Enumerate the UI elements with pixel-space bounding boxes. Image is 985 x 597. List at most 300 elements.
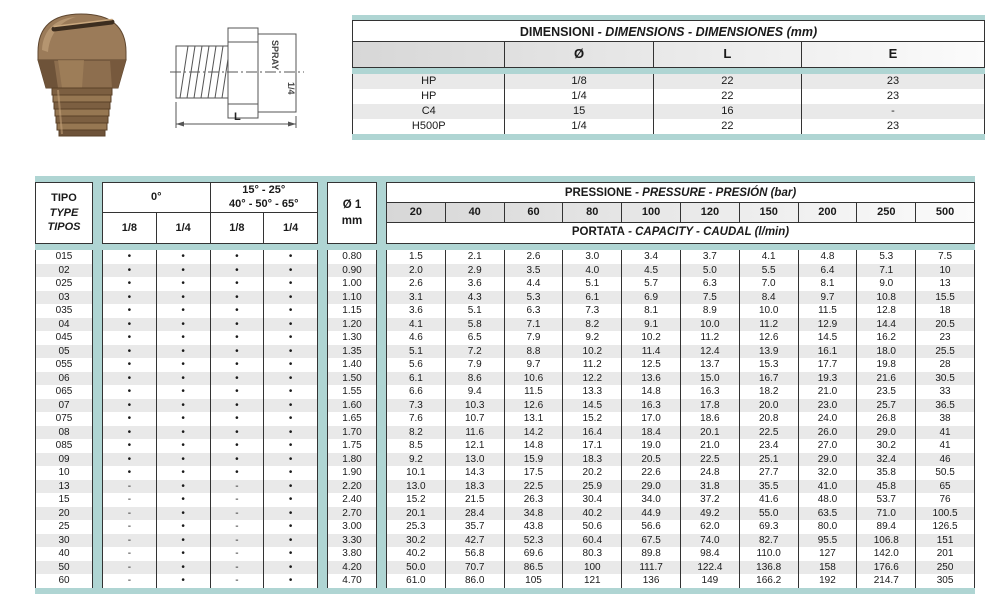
- capacity-value-cell: 15.3: [740, 358, 799, 372]
- angle-availability-cells: [102, 520, 318, 534]
- teal-divider: [377, 453, 386, 467]
- capacity-table-row: [35, 318, 975, 332]
- capacity-value-cell: 98.4: [681, 547, 740, 561]
- capacity-value-cell: 4.6: [387, 331, 446, 345]
- diameter-cell: 1.10: [327, 291, 377, 305]
- capacity-value-cell: 7.5: [681, 291, 740, 305]
- angle-availability-cells: [102, 507, 318, 521]
- capacity-value-cell: 14.5: [799, 331, 858, 345]
- capacity-table-header: [35, 182, 975, 244]
- type-cell: 60: [35, 574, 93, 588]
- capacity-value-cell: 3.4: [622, 250, 681, 264]
- capacity-value-cell: 25.9: [563, 480, 622, 494]
- dim-header-row: [352, 42, 985, 68]
- diameter-cell: 0.90: [327, 264, 377, 278]
- capacity-value-cell: 2.6: [387, 277, 446, 291]
- angle-availability-cells: [102, 574, 318, 588]
- dimensions-table: [352, 15, 985, 140]
- type-cell: 075: [35, 412, 93, 426]
- angle-availability-cells: [102, 426, 318, 440]
- diameter-cell: 3.30: [327, 534, 377, 548]
- pressure-column-header: 150: [740, 203, 799, 222]
- angle-availability-cell: •: [157, 574, 211, 588]
- capacity-table-row: [35, 358, 975, 372]
- capacity-value-cell: 4.4: [505, 277, 564, 291]
- teal-divider: [377, 291, 386, 305]
- capacity-value-cell: 56.8: [446, 547, 505, 561]
- capacity-value-cell: 3.1: [387, 291, 446, 305]
- type-cell: 07: [35, 399, 93, 413]
- angle-availability-cell: •: [288, 399, 293, 411]
- teal-divider: [93, 304, 102, 318]
- capacity-value-cell: 126.5: [932, 521, 958, 533]
- dim-table-cell: 15: [504, 104, 652, 119]
- angle-availability-cell: •: [103, 318, 157, 332]
- angle-availability-cell: •: [288, 507, 293, 519]
- angle-availability-cell: •: [288, 251, 293, 262]
- teal-divider: [377, 426, 386, 440]
- capacity-value-cells: [386, 372, 975, 386]
- capacity-value-cells: [386, 345, 975, 359]
- angle-availability-cell: •: [103, 372, 157, 386]
- capacity-value-cell: 89.8: [622, 547, 681, 561]
- angle-availability-cells: [102, 291, 318, 305]
- type-cell: 03: [35, 291, 93, 305]
- angle-availability-cell: •: [211, 412, 265, 426]
- pressure-column-header: 500: [935, 206, 955, 218]
- angle-availability-cell: •: [288, 386, 293, 398]
- angle-availability-cells: [102, 399, 318, 413]
- angle-availability-cell: -: [211, 493, 265, 507]
- capacity-value-cell: 22.5: [681, 453, 740, 467]
- teal-divider: [93, 453, 102, 467]
- teal-divider: [377, 507, 386, 521]
- capacity-value-cell: 2.9: [446, 264, 505, 278]
- capacity-value-cell: 19.3: [799, 372, 858, 386]
- angle-availability-cell: •: [103, 466, 157, 480]
- capacity-table-row: [35, 399, 975, 413]
- capacity-table-row: [35, 250, 975, 264]
- teal-divider: [377, 277, 386, 291]
- capacity-value-cell: 4.3: [446, 291, 505, 305]
- capacity-value-cells: [386, 385, 975, 399]
- angle-availability-cell: -: [211, 480, 265, 494]
- capacity-value-cell: 11.5: [799, 304, 858, 318]
- dim-table-row: [353, 89, 984, 104]
- angle-availability-cells: [102, 453, 318, 467]
- dim-table-row: [353, 104, 984, 119]
- angle-availability-cell: •: [288, 264, 293, 276]
- capacity-value-cell: 2.1: [446, 250, 505, 264]
- capacity-value-cell: 36.5: [935, 399, 955, 411]
- angle-availability-cell: •: [211, 250, 265, 264]
- capacity-value-cell: 4.8: [799, 250, 858, 264]
- capacity-value-cell: 1.5: [387, 250, 446, 264]
- teal-divider: [318, 453, 327, 467]
- angle-availability-cell: •: [157, 264, 211, 278]
- capacity-value-cell: 29.0: [799, 453, 858, 467]
- angle-availability-cell: •: [211, 466, 265, 480]
- dim-table-cell: H500P: [411, 120, 446, 132]
- teal-divider: [377, 399, 386, 413]
- capacity-value-cell: 10.2: [622, 331, 681, 345]
- capacity-value-cell: 136: [622, 574, 681, 588]
- teal-divider: [377, 304, 386, 318]
- teal-divider: [377, 264, 386, 278]
- capacity-value-cell: 12.1: [446, 439, 505, 453]
- capacity-value-cells: [386, 574, 975, 588]
- capacity-value-cell: 18.6: [681, 412, 740, 426]
- angle-availability-cell: •: [288, 318, 293, 330]
- dim-column-header: Ø: [504, 42, 652, 67]
- capacity-value-cells: [386, 520, 975, 534]
- capacity-value-cell: 26.0: [799, 426, 858, 440]
- angle-availability-cells: [102, 372, 318, 386]
- capacity-value-cell: 3.6: [446, 277, 505, 291]
- teal-divider: [318, 547, 327, 561]
- capacity-value-cell: 11.2: [681, 331, 740, 345]
- capacity-value-cells: [386, 453, 975, 467]
- diameter-cell: 1.20: [327, 318, 377, 332]
- capacity-value-cells: [386, 291, 975, 305]
- capacity-value-cell: 22.6: [622, 466, 681, 480]
- capacity-value-cells: [386, 534, 975, 548]
- capacity-value-cell: 86.0: [446, 574, 505, 588]
- capacity-table-row: [35, 426, 975, 440]
- teal-divider: [377, 493, 386, 507]
- angle-availability-cell: •: [288, 548, 293, 560]
- capacity-value-cell: 17.0: [622, 412, 681, 426]
- product-photo: [28, 8, 136, 142]
- capacity-value-cell: 7.9: [446, 358, 505, 372]
- capacity-table: [35, 176, 975, 594]
- angle-availability-cell: •: [157, 358, 211, 372]
- capacity-value-cell: 28.4: [446, 507, 505, 521]
- capacity-value-cell: 7.5: [938, 251, 953, 262]
- capacity-value-cell: 30.4: [563, 493, 622, 507]
- teal-divider: [318, 372, 327, 386]
- angle-availability-cells: [102, 493, 318, 507]
- capacity-value-cell: 44.9: [622, 507, 681, 521]
- capacity-value-cell: 55.0: [740, 507, 799, 521]
- type-cell: 015: [35, 250, 93, 264]
- capacity-value-cell: 122.4: [681, 561, 740, 575]
- angle-availability-cell: •: [288, 440, 293, 452]
- capacity-value-cell: 3.7: [681, 250, 740, 264]
- capacity-value-cell: 25.3: [387, 520, 446, 534]
- teal-divider: [93, 547, 102, 561]
- capacity-value-cell: 95.5: [799, 534, 858, 548]
- capacity-value-cell: 20.5: [935, 318, 955, 330]
- dim-column-header: E: [801, 42, 984, 67]
- capacity-value-cell: 21.6: [857, 372, 916, 386]
- capacity-value-cell: 40.2: [387, 547, 446, 561]
- diameter-cell: 1.15: [327, 304, 377, 318]
- capacity-value-cell: 10.0: [740, 304, 799, 318]
- capacity-value-cell: 25.5: [935, 345, 955, 357]
- type-cell: 035: [35, 304, 93, 318]
- capacity-value-cells: [386, 331, 975, 345]
- capacity-value-cell: 7.1: [505, 318, 564, 332]
- capacity-value-cell: 5.1: [446, 304, 505, 318]
- dim-table-cell: 23: [801, 74, 984, 89]
- angle-availability-cell: •: [211, 385, 265, 399]
- angle-availability-cell: •: [211, 264, 265, 278]
- capacity-value-cell: 127: [799, 547, 858, 561]
- capacity-value-cell: 21.0: [681, 439, 740, 453]
- pressure-column-header: 20: [387, 203, 446, 222]
- capacity-value-cell: 2.0: [387, 264, 446, 278]
- capacity-value-cells: [386, 561, 975, 575]
- angle-availability-cell: •: [288, 359, 293, 371]
- angle-availability-cell: •: [288, 575, 293, 587]
- angle-availability-cell: •: [288, 561, 293, 573]
- angle-availability-cell: -: [103, 480, 157, 494]
- teal-divider: [318, 291, 327, 305]
- capacity-value-cell: 149: [681, 574, 740, 588]
- capacity-value-cell: 18: [939, 305, 951, 317]
- capacity-table-row: [35, 372, 975, 386]
- divider-bar: [352, 134, 985, 140]
- teal-divider: [93, 264, 102, 278]
- angle-availability-cell: -: [103, 534, 157, 548]
- teal-divider: [93, 574, 102, 588]
- capacity-value-cell: 18.0: [857, 345, 916, 359]
- capacity-value-cell: 69.6: [505, 547, 564, 561]
- teal-divider: [377, 385, 386, 399]
- capacity-value-cell: 15.5: [935, 291, 955, 303]
- capacity-title-it: PORTATA: [571, 226, 625, 238]
- capacity-value-cell: 6.9: [622, 291, 681, 305]
- angle-availability-cells: [102, 331, 318, 345]
- type-cell: 05: [35, 345, 93, 359]
- angle-availability-cells: [102, 250, 318, 264]
- capacity-value-cell: 17.8: [681, 399, 740, 413]
- type-cell: 08: [35, 426, 93, 440]
- capacity-value-cell: 9.0: [857, 277, 916, 291]
- capacity-value-cell: 9.7: [799, 291, 858, 305]
- angle-availability-cell: •: [103, 345, 157, 359]
- angle-availability-cell: -: [211, 520, 265, 534]
- angle-availability-cell: •: [157, 507, 211, 521]
- capacity-value-cell: 41.6: [740, 493, 799, 507]
- teal-divider: [377, 439, 386, 453]
- capacity-value-cell: 14.2: [505, 426, 564, 440]
- dim-table-cell: 1/4: [504, 119, 652, 134]
- capacity-value-cell: 45.8: [857, 480, 916, 494]
- teal-divider: [318, 250, 327, 264]
- capacity-value-cell: 176.6: [857, 561, 916, 575]
- angle-availability-cells: [102, 412, 318, 426]
- angle-availability-cell: •: [103, 358, 157, 372]
- dim-table-row: [353, 119, 984, 134]
- diameter-cell: 4.20: [327, 561, 377, 575]
- angle-availability-cell: •: [157, 250, 211, 264]
- capacity-value-cell: 8.9: [681, 304, 740, 318]
- capacity-value-cell: 41: [939, 440, 951, 452]
- diameter-header-line1: Ø 1: [342, 198, 362, 211]
- angle-availability-cell: •: [211, 304, 265, 318]
- dim-table-cell: C4: [421, 105, 436, 117]
- capacity-value-cell: 100.5: [932, 507, 958, 519]
- teal-divider: [93, 385, 102, 399]
- capacity-value-cell: 10.8: [857, 291, 916, 305]
- diameter-cell: 1.35: [327, 345, 377, 359]
- capacity-value-cell: 158: [799, 561, 858, 575]
- capacity-value-cell: 15.9: [505, 453, 564, 467]
- capacity-value-cell: 27.7: [740, 466, 799, 480]
- teal-divider: [93, 372, 102, 386]
- capacity-value-cell: 60.4: [563, 534, 622, 548]
- teal-divider: [377, 412, 386, 426]
- type-column-header: [35, 182, 93, 244]
- capacity-value-cell: 5.6: [387, 358, 446, 372]
- angle-availability-cell: -: [103, 493, 157, 507]
- diameter-cell: 1.40: [327, 358, 377, 372]
- teal-divider: [318, 466, 327, 480]
- capacity-value-cell: 17.1: [563, 439, 622, 453]
- pressure-header-block: [386, 182, 975, 244]
- type-cell: 10: [35, 466, 93, 480]
- capacity-value-cell: 65: [939, 480, 951, 492]
- angle-availability-cell: •: [211, 318, 265, 332]
- diameter-cell: 1.70: [327, 426, 377, 440]
- angle-availability-cell: •: [157, 466, 211, 480]
- type-cell: 40: [35, 547, 93, 561]
- capacity-value-cell: 6.6: [387, 385, 446, 399]
- angle-availability-cell: •: [211, 331, 265, 345]
- capacity-table-row: [35, 453, 975, 467]
- capacity-value-cell: 10.2: [563, 345, 622, 359]
- capacity-value-cell: 9.2: [387, 453, 446, 467]
- angle-availability-cell: •: [103, 399, 157, 413]
- capacity-value-cell: 5.5: [740, 264, 799, 278]
- teal-divider: [318, 358, 327, 372]
- capacity-table-row: [35, 291, 975, 305]
- capacity-value-cell: 4.1: [387, 318, 446, 332]
- capacity-value-cell: 62.0: [681, 520, 740, 534]
- capacity-value-cell: 50.6: [563, 520, 622, 534]
- capacity-table-row: [35, 534, 975, 548]
- capacity-value-cell: 15.0: [681, 372, 740, 386]
- capacity-table-row: [35, 277, 975, 291]
- teal-divider: [93, 250, 102, 264]
- teal-divider: [318, 304, 327, 318]
- nozzle-photo-illustration: [28, 8, 136, 142]
- angle-group-0-label: 0°: [150, 190, 162, 203]
- capacity-value-cell: 35.7: [446, 520, 505, 534]
- capacity-table-row: [35, 574, 975, 588]
- capacity-value-cell: 7.0: [740, 277, 799, 291]
- capacity-value-cell: 121: [563, 574, 622, 588]
- capacity-value-cell: 52.3: [505, 534, 564, 548]
- dim-table-cell: HP: [421, 90, 437, 102]
- angle-availability-cell: •: [211, 372, 265, 386]
- teal-divider: [93, 331, 102, 345]
- capacity-value-cell: 11.2: [740, 318, 799, 332]
- angle-availability-cell: •: [211, 426, 265, 440]
- capacity-value-cell: 8.4: [740, 291, 799, 305]
- capacity-value-cell: 10.3: [446, 399, 505, 413]
- capacity-value-cell: 34.0: [622, 493, 681, 507]
- drawing-brand-text: SPRAY: [270, 40, 280, 71]
- dim-table-cell: 22: [653, 74, 801, 89]
- capacity-value-cell: 18.3: [563, 453, 622, 467]
- teal-divider: [377, 358, 386, 372]
- angle-availability-cell: •: [157, 480, 211, 494]
- capacity-value-cell: 14.8: [622, 385, 681, 399]
- angle-availability-cells: [102, 534, 318, 548]
- angle-availability-cell: •: [157, 547, 211, 561]
- type-cell: 30: [35, 534, 93, 548]
- capacity-value-cell: 17.5: [505, 466, 564, 480]
- angle-availability-cells: [102, 561, 318, 575]
- angle-availability-cell: -: [211, 561, 265, 575]
- teal-divider: [318, 480, 327, 494]
- angle-availability-cell: •: [288, 521, 293, 533]
- capacity-table-row: [35, 304, 975, 318]
- capacity-value-cell: 105: [505, 574, 564, 588]
- capacity-value-cell: 40.2: [563, 507, 622, 521]
- diameter-cell: 2.70: [327, 507, 377, 521]
- capacity-value-cell: 12.2: [563, 372, 622, 386]
- angle-availability-cell: •: [288, 494, 293, 506]
- capacity-value-cell: 80.0: [799, 520, 858, 534]
- capacity-value-cell: 6.4: [799, 264, 858, 278]
- teal-divider: [318, 534, 327, 548]
- capacity-value-cell: 8.1: [622, 304, 681, 318]
- angle-availability-cell: •: [157, 291, 211, 305]
- capacity-value-cell: 8.2: [563, 318, 622, 332]
- capacity-value-cell: 10.7: [446, 412, 505, 426]
- angle-availability-cells: [102, 304, 318, 318]
- capacity-table-row: [35, 493, 975, 507]
- capacity-value-cell: 3.6: [387, 304, 446, 318]
- capacity-table-row: [35, 412, 975, 426]
- teal-divider: [93, 520, 102, 534]
- teal-divider: [93, 466, 102, 480]
- capacity-value-cell: 9.4: [446, 385, 505, 399]
- capacity-value-cell: 5.3: [505, 291, 564, 305]
- capacity-value-cell: 18.2: [740, 385, 799, 399]
- main-table-body: [35, 250, 975, 588]
- capacity-value-cell: 67.5: [622, 534, 681, 548]
- angle-availability-cell: •: [288, 426, 293, 438]
- type-cell: 045: [35, 331, 93, 345]
- capacity-value-cell: 13.3: [563, 385, 622, 399]
- capacity-value-cell: 37.2: [681, 493, 740, 507]
- angle-availability-cell: •: [288, 291, 293, 303]
- capacity-value-cell: 80.3: [563, 547, 622, 561]
- angle-availability-cells: [102, 480, 318, 494]
- angle-availability-cell: -: [103, 561, 157, 575]
- capacity-value-cell: 35.8: [857, 466, 916, 480]
- capacity-value-cell: 76: [939, 494, 951, 506]
- dimensions-table-title: [352, 20, 985, 42]
- angle-availability-cell: -: [211, 534, 265, 548]
- angle-availability-cell: •: [288, 534, 293, 546]
- capacity-value-cell: 26.8: [857, 412, 916, 426]
- angle-availability-cell: •: [157, 318, 211, 332]
- teal-divider: [318, 264, 327, 278]
- dim-table-cell: 23: [801, 119, 984, 134]
- capacity-value-cell: 22.5: [505, 480, 564, 494]
- capacity-value-cell: 15.2: [563, 412, 622, 426]
- dim-table-cell: -: [801, 104, 984, 119]
- angle-availability-cell: •: [157, 277, 211, 291]
- capacity-value-cell: 14.3: [446, 466, 505, 480]
- capacity-value-cells: [386, 304, 975, 318]
